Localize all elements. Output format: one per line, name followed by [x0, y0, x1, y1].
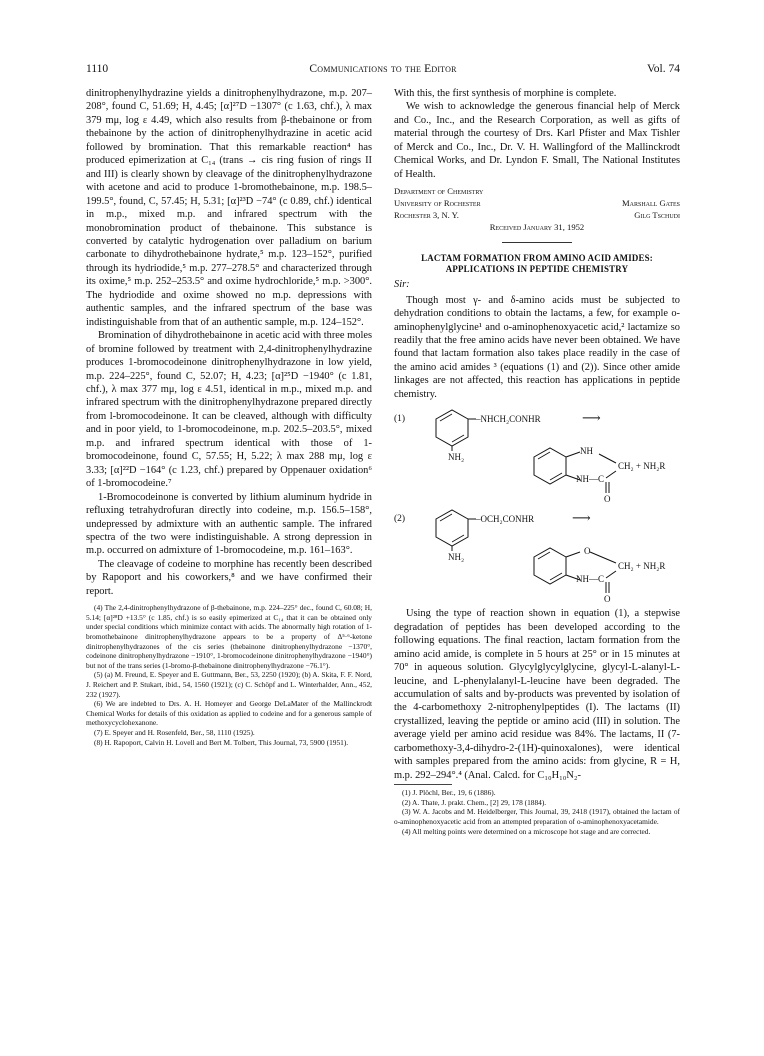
affiliation-city: Rochester 3, N. Y.: [394, 210, 459, 221]
equation-label: (2): [394, 514, 406, 525]
author-name: Marshall Gates: [622, 198, 680, 209]
footnote: (2) A. Thate, J. prakt. Chem., [2] 29, 178 (1884).: [402, 797, 547, 807]
carbonyl-o-label: O: [604, 594, 611, 605]
product-nhc-label: NH—C: [576, 574, 605, 585]
reaction-arrow: ⟶: [582, 410, 601, 426]
substituent-label: –NHCH₂CONHR: [476, 414, 541, 425]
article-title: LACTAM FORMATION FROM AMINO ACID AMIDES: APPLICATIONS IN PEPTIDE CHEMISTRY: [421, 253, 653, 275]
affiliation-dept: Department of Chemistry: [394, 186, 484, 197]
benzene-ring-diagram: [394, 507, 680, 607]
volume-label: Vol. 74: [646, 63, 680, 75]
equation-1: [394, 407, 680, 507]
paragraph: Though most γ- and δ-amino acids must be subjected to dehydration conditions to obtain the lactams, a few, for example o-aminophenylglycine¹ and o-aminophenoxyacetic acid,² lactamize so readily that the free amino acids have never been obtained. We have found that lactam formation also takes place readily in the case of the amino acid amides ³ (equations (1) and (2)). Since other amide linkages are not affected, this reaction has applications in peptide chemistry.: [394, 294, 680, 400]
footnote-rule: [394, 784, 452, 785]
equation-2: [394, 507, 680, 607]
product-ch2-label: CH₂ + NH₂R: [618, 461, 666, 472]
received-date: Received January 31, 1952: [489, 222, 585, 233]
author-block: [394, 185, 680, 233]
amine-label: NH₂: [448, 452, 465, 463]
footnote: (6) We are indebted to Drs. A. H. Homeyer and George DeLaMater of the Mallinckrodt Chemical Works for details of this oxidation as applied to codeine and for a generous sample of methoxycyclohexanone.: [86, 699, 372, 728]
affiliation-line: [394, 197, 680, 209]
running-title: Communications to the Editor: [309, 63, 457, 75]
equation-label: (1): [394, 414, 406, 425]
salutation: Sir:: [394, 279, 410, 291]
reaction-arrow: ⟶: [572, 510, 591, 526]
paragraph: dinitrophenylhydrazine yields a dinitrophenylhydrazone, m.p. 207–208°, found C, 51.69; H, 4.45; [α]²⁷D −1307° (c 1.63, chf.), λ max 379 mμ, log ε 4.49, which also results from β-thebainone or from thebainone by the action of dinitrophenylhydrazine in acetic acid followed by bromination. That this remarkable reaction⁴ has produced epimerization at C₁₄ (trans → cis ring fusion of rings II and III) is clearly shown by cleavage of the dinitrophenylhydrazone with acetone and acid to produce 1-bromothebainone, m.p. 198.5–199.5°, found, C, 57.45; H, 5.31; [α]²³D −74° (c 0.89, chf.) identical in m.p., mixed m.p. and infrared spectrum with the monobromination product of thebainone. This substance is converted by catalytic hydrogenation over palladium on barium carbonate to dihydrothebainone hydrate,⁵ m.p. 123–152°, purified through its hydriodide,⁵ m.p. 277–278.5° and characterized through its oxime,⁵ m.p. 252–253.5° and oxime hydrochloride,⁵ m.p. >300°. The hydriodide and oxime showed no m.p. depressions with authentic samples, and the infrared spectrum of the base was indistinguishable from that of an authentic sample, m.p. 124–152°.: [86, 88, 372, 328]
footnote: (4) The 2,4-dinitrophenylhydrazone of β-thebainone, m.p. 224–225° dec., found C, 60.08; H, 5.14; [α]²⁸D +13.5° (c 1.85, chf.) is so easily epimerized at C₁₄ that it can be obtained only under special conditions which minimize contact with acids. The abnormally high rotation of 1-bromothebainone dinitrophenylhydrazone appears to be a property of Δ⁵·⁶-ketone dinitrophenylhydrazones of the cis series (thebainone dinitrophenylhydrazone −1370°, codeinone dinitrophenylhydrazone −1910°, 1-bromocodeinone dinitrophenylhydrazone −1940°) but not of the trans series (1-bromo-β-thebainone dinitrophenylhydrazone −76.1°).: [86, 603, 372, 670]
author-name: Gilg Tschudi: [634, 210, 680, 221]
affiliation-line: [394, 185, 680, 197]
footnotes-right: [394, 788, 680, 836]
acknowledgement-paragraph: We wish to acknowledge the generous financial help of Merck and Co., Inc., and the Research Corporation, as well as gifts of material through the courtesy of Drs. Karl Pfister and Max Tishler of Merck and Co., Inc., Dr. V. H. Wallingford of the Mallinckrodt Chemical Works, and Dr. Lyndon F. Small, The National Institutes of Health.: [394, 101, 680, 180]
footnotes-left: [86, 603, 372, 747]
ring-oxygen-label: O: [584, 546, 591, 557]
paragraph: The cleavage of codeine to morphine has recently been described by Rapoport and his coworkers,⁸ and we have confirmed their report.: [86, 558, 372, 597]
footnote: (7) E. Speyer and H. Rosenfeld, Ber., 58, 1110 (1925).: [94, 727, 255, 737]
footnote: (5) (a) M. Freund, E. Speyer and E. Guttmann, Ber., 53, 2250 (1920); (b) A. Skita, F. F. Nord, J. Reichert and P. Stukart, ibid., 54, 1560 (1921); (c) C. Schöpf and L. Winterhalder, Ann., 452, 232 (1927).: [86, 670, 372, 699]
footnote: (8) H. Rapoport, Calvin H. Lovell and Bert M. Tolbert, This Journal, 73, 5900 (1951).: [94, 737, 349, 747]
section-divider: [502, 242, 572, 243]
left-column: [86, 87, 372, 747]
right-column: [394, 87, 680, 836]
affiliation-university: University of Rochester: [394, 198, 481, 209]
substituent-label: –OCH₂CONHR: [476, 514, 535, 525]
paragraph: With this, the first synthesis of morphine is complete.: [394, 88, 617, 99]
footnote: (3) W. A. Jacobs and M. Heidelberger, This Journal, 39, 2418 (1917), obtained the lactam of o-aminophenoxyacetic acid from an attempted preparation of o-aminophenoxyacetamide.: [394, 807, 680, 826]
amine-label: NH₂: [448, 552, 465, 563]
running-header: [86, 63, 680, 79]
footnote: (4) All melting points were determined on a microscope hot stage and are corrected.: [402, 826, 651, 836]
product-nh-label: NH: [580, 446, 593, 457]
carbonyl-o-label: O: [604, 494, 611, 505]
page-number: 1110: [86, 63, 109, 75]
footnote: (1) J. Plöchl, Ber., 19, 6 (1886).: [402, 788, 496, 798]
paragraph: Using the type of reaction shown in equation (1), a stepwise degradation of peptides has been developed according to the following equations. The final reaction, lactam formation from the amino acid amide, is complete in 5 hours at 25° or in 15 minutes at 70° in aqueous solution. Glycylglycylglycine, glycyl-L-alanyl-L-leucine, and L-phenylalanyl-L-leucine have been degraded. The accumulation of salts and by-products was prevented by isolation of the 4-carbomethoxy 2-nitrophenylpeptides (I). The lactams (II) crystallized, leaving the peptide or amino acid (III) in solution. The average yield per amino acid residue was 84%. The lactams, II (7-carbomethoxy-3,4-dihydro-2-(1H)-quinoxalones), were identical with samples prepared from the amino acids: from glycine, R = H, m.p. 292–294°.⁴ (Anal. Calcd. for C₁₀H₁₀N₂-: [394, 608, 680, 781]
paragraph: 1-Bromocodeinone is converted by lithium aluminum hydride in refluxing tetrahydrofuran directly into codeine, m.p. 156.5–158°, undepressed by admixture with an authentic sample. The infrared spectra of the two were indistinguishable. A strong depression in m.p. occurred on admixture of 1-bromocodeine, m.p. 161–163°.: [86, 491, 372, 557]
paragraph: Bromination of dihydrothebainone in acetic acid with three moles of bromine followed by treatment with 2,4-dinitrophenylhydrazine produces 1-bromocodeinone dinitrophenylhydrazone in low yield, m.p. 224–225°, found C, 52.07; H, 4.23; [α]²⁵D −1940° (c 1.81, chf.), λ max 377 mμ, log ε 4.51, identical in m.p., mixed m.p. and infrared spectrum with the dinitrophenylhydrazone prepared directly from l-bromocodeinone. It can be cleaved, although with difficulty and in poor yield, to 1-bromocodeinone, m.p. 202.5–203.5°, mixed m.p. and infrared spectrum identical with those of 1-bromocodeinone, found C, 57.55; H, 5.22; λ max 288 mμ, log ε 3.33; [α]²²D −164° (c 1.23, chf.) prepared by Oppenauer oxidation⁶ of 1-bromocodeine.⁷: [86, 330, 372, 490]
product-ch2-label: CH₂ + NH₂R: [618, 561, 666, 572]
product-nhc-label: NH—C: [576, 474, 605, 485]
affiliation-line: [394, 209, 680, 221]
